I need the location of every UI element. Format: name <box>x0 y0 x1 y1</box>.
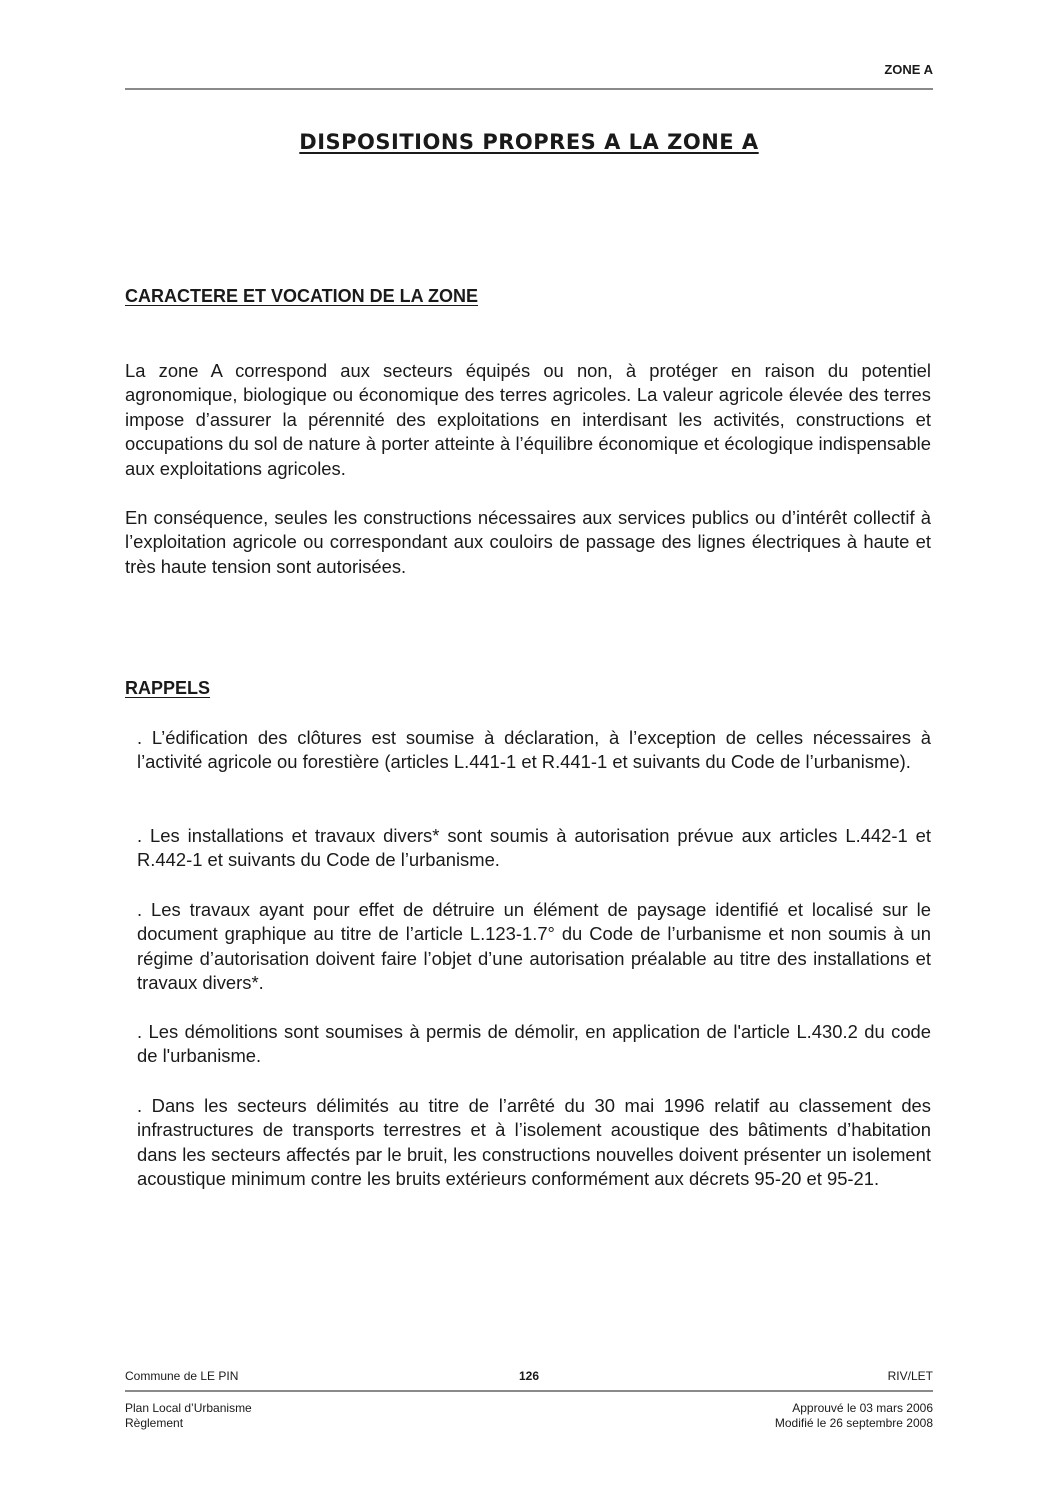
section-heading-rappels: RAPPELS <box>125 678 211 698</box>
footer-reference: RIV/LET <box>887 1369 933 1383</box>
footer-dates <box>775 1401 933 1431</box>
footer-doc-line-2: Règlement <box>125 1416 184 1430</box>
footer-rule <box>125 1390 933 1392</box>
footer-document-info <box>125 1401 252 1431</box>
page-title <box>0 130 1058 154</box>
rappel-item: . Les installations et travaux divers* sont soumis à autorisation prévue aux articles L.442-1 et R.442-1 et suivants du Code de l’urbanisme. <box>137 825 931 871</box>
character-paragraph-2: En conséquence, seules les constructions nécessaires aux services publics ou d’intérêt collectif à l’exploitation agricole ou correspondant aux couloirs de passage des lignes électriques à haute et très haute tension sont autorisées. <box>125 507 931 577</box>
section-heading-character: CARACTERE ET VOCATION DE LA ZONE <box>125 286 479 306</box>
footer-approved-date: Approuvé le 03 mars 2006 <box>792 1401 933 1415</box>
footer-modified-date: Modifié le 26 septembre 2008 <box>774 1416 933 1430</box>
header-zone-label: ZONE A <box>884 62 933 77</box>
page-title-text: DISPOSITIONS PROPRES A LA ZONE A <box>299 130 759 154</box>
rappel-item: . Dans les secteurs délimités au titre de l’arrêté du 30 mai 1996 relatif au classement des infrastructures de transports terrestres et à l’isolement acoustique des bâtiments d’habitation dans les secteurs affectés par le bruit, les constructions nouvelles doivent présenter un isolement acoustique minimum contre les bruits extérieurs conformément aux décrets 95-20 et 95-21. <box>137 1095 931 1190</box>
rappel-item: . L’édification des clôtures est soumise à déclaration, à l’exception de celles nécessaires à l’activité agricole ou forestière (articles L.441-1 et R.441-1 et suivants du Code de l’urbanisme). <box>137 727 931 773</box>
footer-doc-line-1: Plan Local d’Urbanisme <box>125 1401 252 1415</box>
rappel-item: . Les démolitions sont soumises à permis de démolir, en application de l'article L.430.2 du code de l'urbanisme. <box>137 1021 931 1067</box>
character-paragraph-1: La zone A correspond aux secteurs équipés ou non, à protéger en raison du potentiel agronomique, biologique ou économique des terres agricoles. La valeur agricole élevée des terres impose d’assurer la pérennité des exploitations en interdisant les activités, constructions et occupations du sol de nature à porter atteinte à l’équilibre économique et écologique indispensable aux exploitations agricoles. <box>125 360 931 479</box>
footer-page-number: 126 <box>518 1369 540 1383</box>
rappel-item: . Les travaux ayant pour effet de détruire un élément de paysage identifié et localisé sur le document graphique au titre de l’article L.123-1.7° du Code de l’urbanisme et non soumis à un régime d’autorisation doivent faire l’objet d’une autorisation préalable au titre des installations et travaux divers*. <box>137 899 931 994</box>
header-rule <box>125 88 933 90</box>
footer-commune: Commune de LE PIN <box>125 1369 239 1383</box>
